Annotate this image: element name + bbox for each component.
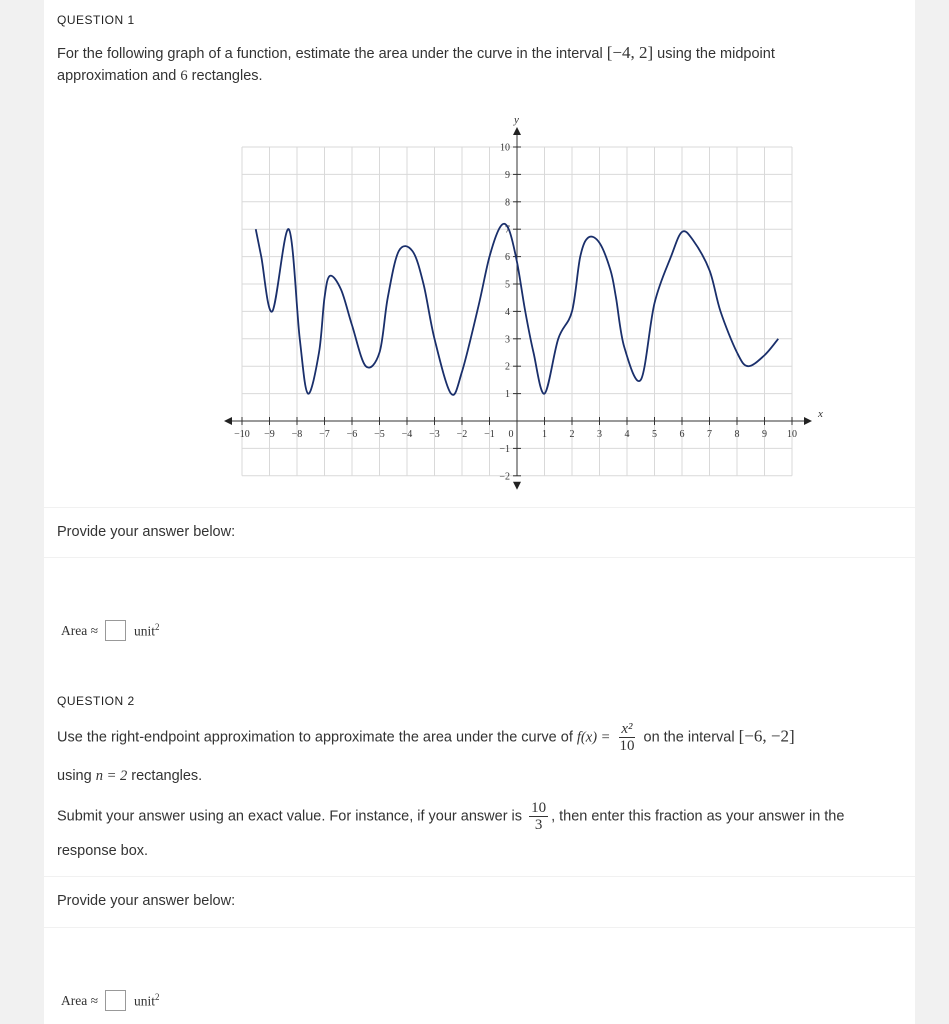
q2-answer-unit [134,992,160,1010]
y-tick-label: −1 [499,443,510,455]
q2-provide-label: Provide your answer below: [57,893,236,909]
q2-text-e: Submit your answer using an exact value. For instance, if your answer is [57,808,523,825]
q2-ex-num: 10 [531,800,547,816]
y-axis-arrow-down [513,482,521,490]
question-1-text [57,42,897,87]
q1-answer-prefix: Area ≈ [61,622,99,638]
question-2-answer-section [44,928,915,1024]
x-tick-label: 10 [787,429,797,440]
question-2-line-3 [57,800,902,833]
q2-text-b: on the interval [643,729,735,746]
y-tick-label: 2 [505,361,510,373]
q2-answer-row [61,990,160,1011]
x-tick-label: 1 [542,429,547,440]
q2-answer-prefix: Area ≈ [61,992,99,1008]
x-tick-label: −8 [291,429,303,440]
q1-unit-text: unit [134,623,156,639]
q2-frac-num: x² [621,721,633,737]
y-tick-label: 10 [500,142,510,154]
function-graph [174,100,834,495]
x-tick-label: 8 [734,429,740,440]
x-tick-label: 6 [679,429,685,440]
y-tick-label: 7 [505,224,510,236]
question-2-card [44,674,915,876]
q2-n: n = 2 [95,768,128,784]
q2-interval: [−6, −2] [738,726,795,746]
question-1-answer-section [44,558,915,674]
x-tick-label: −2 [456,429,468,440]
q2-example-fraction [529,800,548,833]
x-tick-label: 2 [569,429,575,440]
q1-answer-input[interactable] [105,620,126,641]
x-axis-arrow-left [224,417,232,425]
x-tick-label: 7 [707,429,712,440]
x-tick-label: −5 [374,429,385,440]
question-2-provide-section [44,877,915,927]
q1-unit-exp: 2 [155,621,160,632]
q2-fx: f(x) = [576,729,611,746]
question-1-provide-section [44,508,915,557]
x-tick-label: 5 [652,429,657,440]
q2-text-c: using [57,768,92,784]
question-2-line-4: response box. [57,843,149,859]
x-tick-label: −3 [429,429,440,440]
q1-text-c: approximation and [57,68,177,84]
question-1-card [44,0,915,507]
y-tick-label: −2 [499,471,510,483]
y-tick-label: 1 [505,389,510,401]
question-2-line-1 [57,721,902,754]
q1-provide-label: Provide your answer below: [57,524,236,540]
q2-text-a: Use the right-endpoint approximation to approximate the area under the curve of [57,729,573,746]
x-tick-label: 9 [762,429,767,440]
x-tick-label: 3 [597,429,602,440]
x-tick-label: −6 [346,429,358,440]
y-tick-label: 5 [505,279,510,291]
x-tick-label: −1 [484,429,495,440]
x-tick-label: −4 [401,429,413,440]
q1-text-d: rectangles. [191,68,263,84]
q2-frac-den: 10 [619,738,635,754]
q1-answer-row [61,620,160,641]
q2-unit-exp: 2 [155,991,160,1002]
q2-text-d: rectangles. [131,768,203,784]
x-tick-label: −9 [264,429,275,440]
y-tick-label: 9 [505,169,510,181]
y-axis-arrow-up [513,127,521,135]
x-tick-label: −10 [234,429,250,440]
question-1-title: QUESTION 1 [57,13,135,27]
q1-interval: [−4, 2] [606,43,654,62]
q2-fraction [617,721,636,754]
q2-text-f: , then enter this fraction as your answer in the [551,808,845,825]
q2-unit-text: unit [134,993,156,1009]
x-axis-label: x [818,408,823,420]
y-tick-label: 6 [505,252,510,264]
y-tick-label: 8 [505,197,510,209]
y-axis-label: y [514,114,519,126]
q1-text-b: using the midpoint [657,46,775,62]
y-tick-label: 4 [505,306,510,318]
x-tick-label: −7 [319,429,330,440]
q1-n: 6 [180,68,188,84]
x-tick-label: 4 [624,429,630,440]
x-axis-arrow-right [804,417,812,425]
question-2-line-2 [57,765,202,787]
question-2-title: QUESTION 2 [57,694,135,708]
y-tick-label: 3 [505,334,510,346]
q1-text-a: For the following graph of a function, estimate the area under the curve in the interval [57,46,603,62]
q2-ex-den: 3 [534,817,543,833]
q2-answer-input[interactable] [105,990,126,1011]
q1-answer-unit [134,622,160,640]
x-tick-label: 0 [508,429,514,440]
